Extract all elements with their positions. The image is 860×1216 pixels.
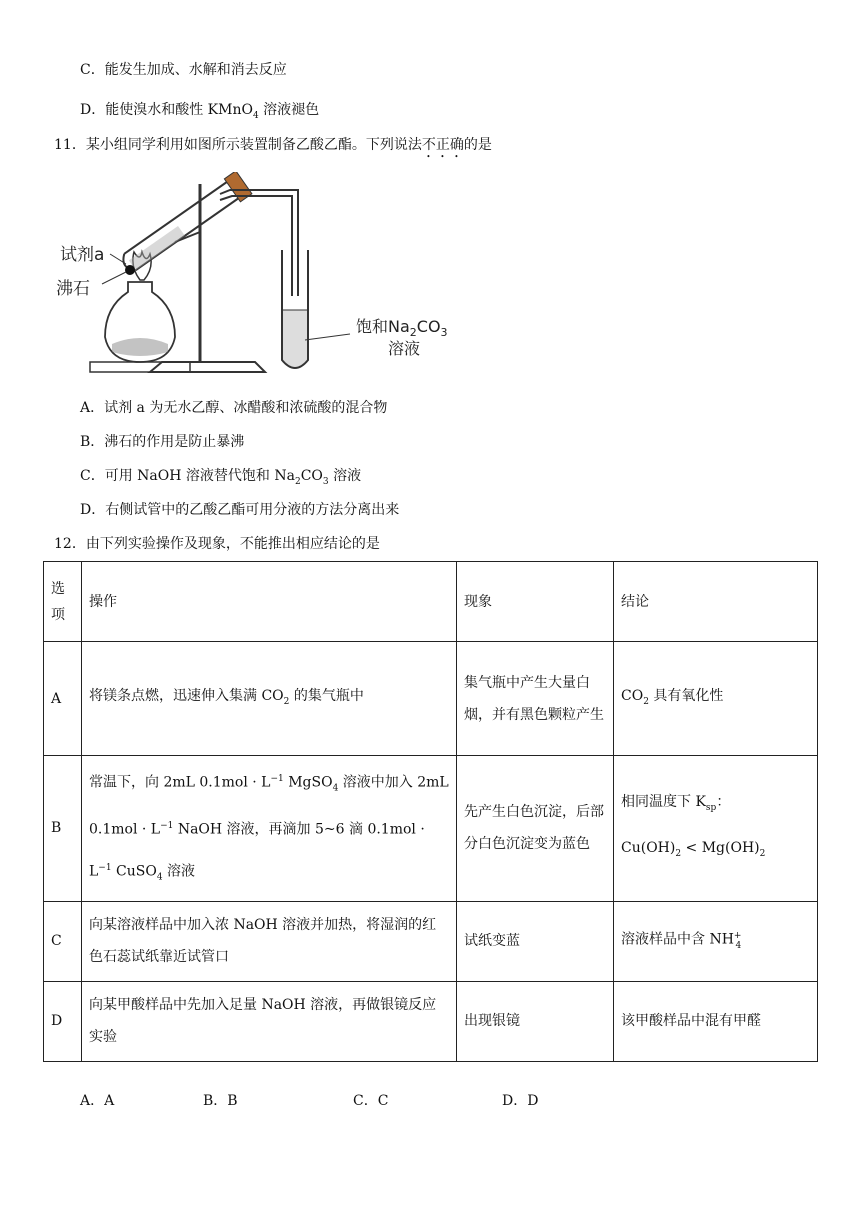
label-boiling-stone: 沸石	[56, 279, 90, 299]
label-saturated-na2co3: 饱和$Na_2CO_3$	[356, 317, 448, 339]
q12-option-b: B．B	[203, 1093, 238, 1109]
row-label: D	[44, 981, 82, 1061]
q12-option-d: D．D	[502, 1093, 539, 1109]
delivery-tube	[220, 190, 298, 296]
q10-option-c: C．能发生加成、水解和消去反应	[80, 62, 287, 78]
row-phenomenon: 试纸变蓝	[457, 901, 614, 981]
row-operation: 将镁条点燃，迅速伸入集满 $CO_2$ 的集气瓶中	[82, 642, 457, 756]
q11-stem: 11．某小组同学利用如图所示装置制备乙酸乙酯。下列说法不正确的是	[54, 137, 492, 153]
q10-option-d: D．能使溴水和酸性 KMnO$_4$ 溶液褪色	[80, 102, 320, 121]
table-row	[44, 642, 818, 756]
table-row	[44, 981, 818, 1061]
q12-option-c: C．C	[353, 1093, 389, 1109]
header-operation: 操作	[82, 562, 457, 642]
row-conclusion: 相同温度下 $K_{sp}$： $Cu(OH)_2 < Mg(OH)_2$	[614, 756, 818, 902]
q11-option-a: A．试剂 a 为无水乙醇、冰醋酸和浓硫酸的混合物	[80, 400, 388, 416]
row-operation: 常温下，向 2mL $0.1mol \cdot L^{-1}$ MgSO$_4$ 溶液中加入 2mL $0.1mol \cdot L^{-1}$ NaOH 溶液，再滴加 5~6 滴 $0.1mol \cdot L^{-1}$ CuSO$_4$ 溶液	[82, 756, 457, 902]
row-phenomenon: 出现银镜	[457, 981, 614, 1061]
header-conclusion: 结论	[614, 562, 818, 642]
boiling-stone	[125, 265, 135, 275]
ethyl-acetate-apparatus-diagram	[50, 172, 470, 384]
lamp-fuel	[112, 338, 168, 356]
lamp-block	[90, 362, 190, 372]
row-operation: 向某溶液样品中加入浓 NaOH 溶液并加热，将湿润的红色石蕊试纸靠近试管口	[82, 901, 457, 981]
q11-option-c: C．可用 NaOH 溶液替代饱和 $Na_2CO_3$ 溶液	[80, 468, 362, 487]
label-solution: 溶液	[388, 339, 421, 358]
table-row	[44, 901, 818, 981]
header-option: 选项	[44, 562, 82, 642]
na2co3-solution	[283, 310, 307, 367]
experiment-table	[43, 561, 818, 1062]
header-phenomenon: 现象	[457, 562, 614, 642]
row-conclusion: 溶液样品中含 $NH^+_4$	[614, 901, 818, 981]
row-label: A	[44, 642, 82, 756]
stand-base	[150, 362, 265, 372]
table-row	[44, 756, 818, 902]
row-operation: 向某甲酸样品中先加入足量 NaOH 溶液，再做银镜反应实验	[82, 981, 457, 1061]
q12-stem: 12．由下列实验操作及现象，不能推出相应结论的是	[54, 536, 380, 552]
row-label: B	[44, 756, 82, 902]
inclined-test-tube	[117, 172, 252, 277]
q12-option-a: A．A	[80, 1093, 115, 1109]
row-conclusion: $CO_2$ 具有氧化性	[614, 642, 818, 756]
q11-option-d: D．右侧试管中的乙酸乙酯可用分液的方法分离出来	[80, 502, 400, 518]
row-label: C	[44, 901, 82, 981]
label-reagent-a: 试剂a	[60, 245, 105, 265]
emphasis-not-correct: 不正确	[421, 137, 464, 153]
row-conclusion: 该甲酸样品中混有甲醛	[614, 981, 818, 1061]
q11-option-b: B．沸石的作用是防止暴沸	[80, 434, 245, 450]
row-phenomenon: 先产生白色沉淀，后部分白色沉淀变为蓝色	[457, 756, 614, 902]
row-phenomenon: 集气瓶中产生大量白烟，并有黑色颗粒产生	[457, 642, 614, 756]
table-header-row	[44, 562, 818, 642]
